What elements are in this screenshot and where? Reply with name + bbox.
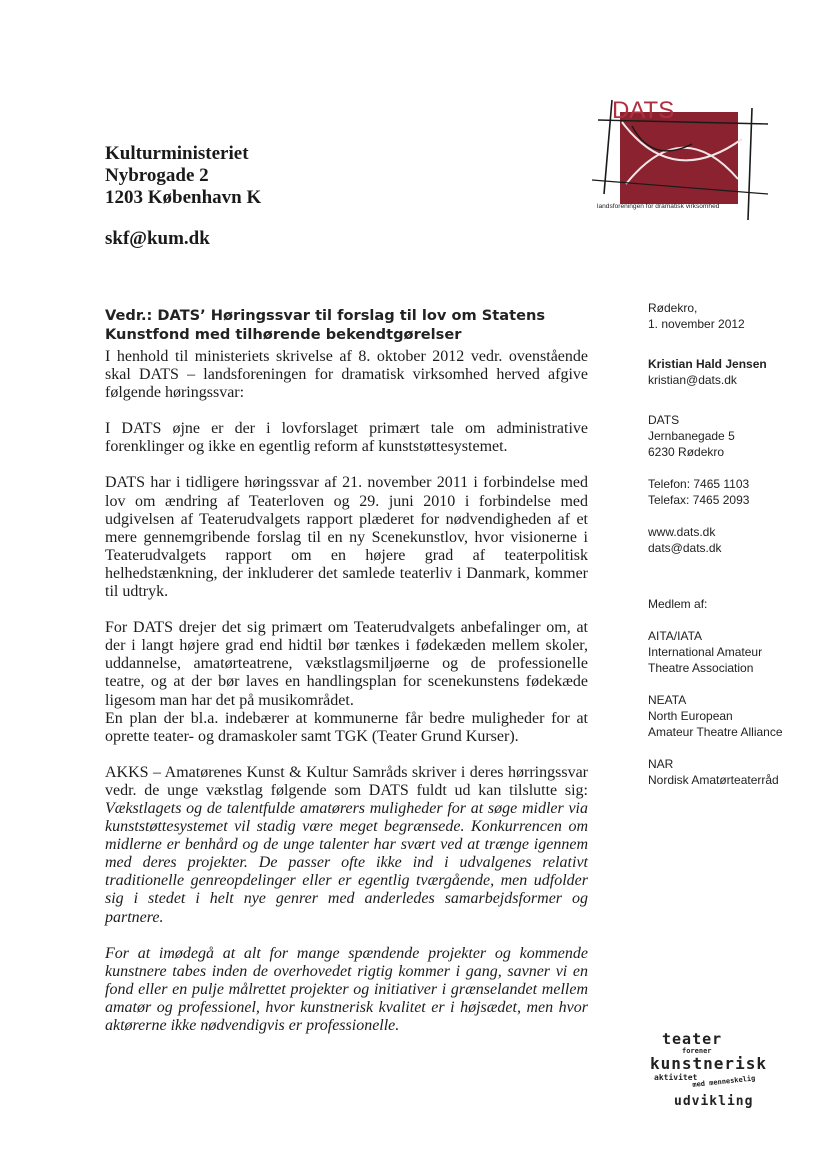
sidebar-fax: Telefax: 7465 2093: [648, 493, 750, 507]
stamp-line-6: udvikling: [674, 1094, 754, 1109]
stamp-line-2: forener: [682, 1047, 712, 1055]
body-paragraph-3: DATS har i tidligere høringssvar af 21. november 2011 i forbindelse med lov om ændring af Teaterloven og 29. juni 2010 i forbindelse med udgivelsen af Teaterudvalgets rapport plæderet for nødvendigheden af et mere gennemgribende forslag til en ny Scenekunstlov, hvor visionerne i Teaterudvalgets rapport om en højere grad af teaterpolitisk helhedstænkning, der inkluderer det samlede teaterliv i Danmark, kommer til udtryk.: [105, 474, 588, 601]
body-paragraph-4: For DATS drejer det sig primært om Teaterudvalgets anbefalinger om, at der i langt højere grad end hidtil bør tænkes i fødekæden mellem skoler, uddannelse, amatørteatrene, vækstlagsmiljøerne og de professionelle teatre, og at der bør laves en handlingsplan for scenekunstens fødekæde ligesom man har det på musikområdet.: [105, 619, 588, 709]
sidebar-city: 6230 Rødekro: [648, 445, 725, 459]
sidebar-contact-email: kristian@dats.dk: [648, 373, 737, 387]
sidebar-email: dats@dats.dk: [648, 541, 722, 555]
logo-tagline: landsforeningen for dramatisk virksomhed: [597, 203, 720, 210]
body-paragraph-6: [105, 764, 588, 927]
membership-name: Amateur Theatre Alliance: [648, 725, 783, 739]
membership-name: Nordisk Amatørteaterråd: [648, 773, 779, 787]
sidebar-member-label: Medlem af:: [648, 597, 708, 611]
dats-logo: [592, 94, 772, 224]
stamp-line-5: med menneskelig: [692, 1074, 756, 1089]
akks-quote: Vækstlagets og de talentfulde amatørers muligheder for at søge midler via kunststøttesystemet vil stadig være meget begrænsede. Konkurrencen om midlerne er benhård og de unge talenter har svært ved at trænge igennem med deres projekter. De passer ofte ikke ind i udvalgenes relativt traditionelle genreopdelinger eller er egentlig tværgående, men udfolder sig i stedet i helt nye genrer med anderledes samarbejdsformer og partnere.: [105, 799, 588, 926]
recipient-email: skf@kum.dk: [105, 228, 210, 249]
body-paragraph-1: I henhold til ministeriets skrivelse af 8. oktober 2012 vedr. ovenstående skal DATS – landsforeningen for dramatisk virksomhed herved afgive følgende høringssvar:: [105, 348, 588, 402]
sidebar-web: www.dats.dk: [648, 525, 716, 539]
sidebar-contact-name: Kristian Hald Jensen: [648, 357, 767, 371]
body-paragraph-5: En plan der bl.a. indebærer at kommunerne får bedre muligheder for at oprette teater- og dramaskoler samt TGK (Teater Grund Kurser).: [105, 709, 588, 745]
akks-intro: AKKS – Amatørenes Kunst & Kultur Samråds skriver i deres hørringssvar vedr. de unge vækstlag følgende som DATS fuldt ud kan tilslutte sig:: [105, 763, 588, 799]
sender-sidebar: [648, 300, 818, 788]
body-paragraph-7: For at imødegå at alt for mange spændende projekter og kommende kunstnere tabes inden de overhovedet rigtig kommer i gang, savner vi en fond eller en pulje målrettet projekter og initiativer i grænselandet mellem amatør og professionel, hvor kunstnerisk kvalitet er i højsædet, men hvor aktørerne ikke nødvendigvis er professionelle.: [105, 944, 588, 1034]
logo-text: DATS: [612, 97, 675, 124]
dats-logo-graphic: [592, 94, 772, 224]
sidebar-org: DATS: [648, 413, 680, 427]
stamp-line-4: aktivitet: [654, 1073, 698, 1082]
stamp-line-1: teater: [662, 1030, 723, 1048]
sidebar-phone: Telefon: 7465 1103: [648, 477, 750, 491]
stamp-line-3: kunstnerisk: [650, 1054, 767, 1073]
letter-body: [105, 348, 588, 1053]
membership-name: International Amateur: [648, 645, 763, 659]
body-paragraph-2: I DATS øjne er der i lovforslaget primært tale om administrative forenklinger og ikke en egentlig reform af kunststøttesystemet.: [105, 420, 588, 456]
recipient-street: Nybrogade 2: [105, 165, 209, 186]
membership-name: Theatre Association: [648, 661, 754, 675]
membership-abbr: AITA/IATA: [648, 629, 703, 643]
sidebar-place: Rødekro,: [648, 301, 698, 315]
sidebar-date: 1. november 2012: [648, 317, 745, 331]
membership-abbr: NEATA: [648, 693, 687, 707]
recipient-name: Kulturministeriet: [105, 143, 249, 164]
membership-abbr: NAR: [648, 757, 674, 771]
membership-name: North European: [648, 709, 733, 723]
subject-line: Vedr.: DATS’ Høringssvar til forslag til lov om Statens Kunstfond med tilhørende bekendtgørelser: [105, 307, 546, 343]
recipient-city: 1203 København K: [105, 187, 262, 208]
sidebar-street: Jernbanegade 5: [648, 429, 735, 443]
recipient-address: [105, 143, 261, 209]
